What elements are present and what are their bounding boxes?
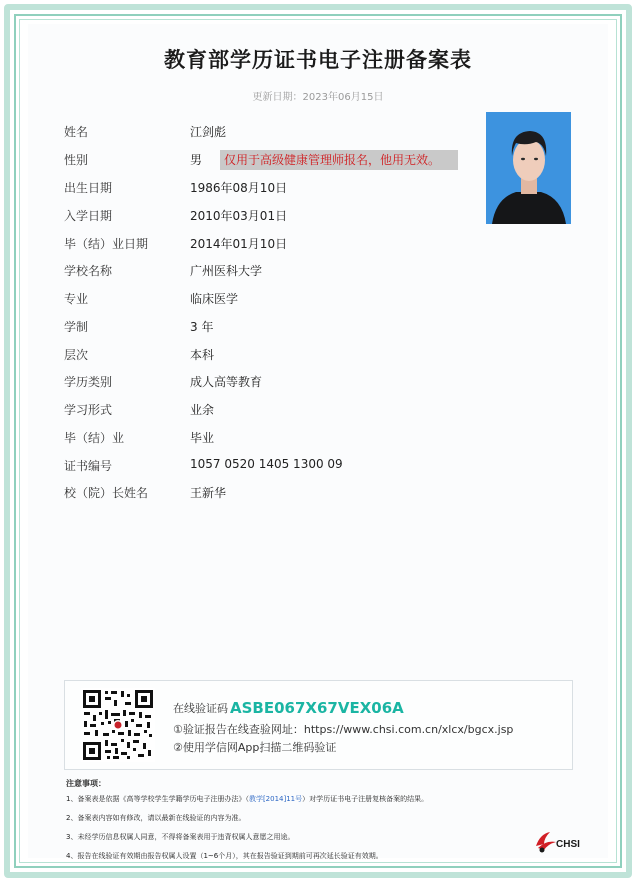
field-value: 成人高等教育: [190, 375, 263, 389]
field-label: 姓名: [64, 125, 89, 139]
field-value: 业余: [190, 403, 215, 417]
field-label: 学校名称: [64, 264, 113, 278]
field-label: 出生日期: [64, 181, 113, 195]
field-value: 2010年03月01日: [190, 209, 288, 223]
note-item: [66, 794, 546, 804]
field-label: 证书编号: [64, 459, 113, 473]
field-label: 学历类别: [64, 375, 113, 389]
field-value: 临床医学: [190, 292, 239, 306]
page-title: 教育部学历证书电子注册备案表: [164, 48, 472, 72]
note-item: 3、未经学历信息权属人同意，不得将备案表用于违背权属人意愿之用途。: [66, 833, 295, 841]
field-label: 校（院）长姓名: [64, 486, 149, 500]
field-label: 学习形式: [64, 403, 113, 417]
qr-code[interactable]: [81, 688, 155, 762]
note-text: ）对学历证书电子注册复核备案的结果。: [302, 795, 429, 803]
id-photo: [486, 112, 571, 224]
verification-panel: [64, 680, 573, 770]
field-label: 入学日期: [64, 209, 113, 223]
field-value: 2014年01月10日: [190, 237, 288, 251]
field-value: 江剑彪: [190, 125, 227, 139]
field-value: 毕业: [190, 431, 215, 445]
note-item: 2、备案表内容如有修改，请以最新在线验证的内容为准。: [66, 814, 246, 822]
field-label: 毕（结）业: [64, 431, 125, 445]
field-label: 毕（结）业日期: [64, 237, 149, 251]
field-label: 性别: [64, 153, 89, 167]
field-value: 1986年08月10日: [190, 181, 288, 195]
field-value: 男: [190, 153, 203, 167]
field-value: 广州医科大学: [190, 264, 263, 278]
update-date: 更新日期：2023年06月15日: [252, 92, 384, 103]
field-value: 3 年: [190, 320, 214, 334]
field-label: 层次: [64, 348, 89, 362]
verification-url-instruction[interactable]: ①验证报告在线查验网址：https://www.chsi.com.cn/xlcx/bgcx.jsp: [173, 723, 514, 736]
regulation-link[interactable]: 教学[2014]11号: [248, 795, 303, 803]
notes-title: 注意事项：: [66, 779, 106, 788]
verification-code-line: [173, 699, 404, 717]
verification-code[interactable]: ASBE067X67VEX06A: [230, 699, 404, 717]
note-text: 1、备案表是依据《高等学校学生学籍学历电子注册办法》（: [66, 795, 249, 803]
field-value: 本科: [190, 348, 215, 362]
usage-restriction-stamp: 仅用于高级健康管理师报名，他用无效。: [220, 150, 458, 170]
field-label: 专业: [64, 292, 89, 306]
field-value: 王新华: [190, 486, 227, 500]
app-scan-instruction: ②使用学信网App扫描二维码验证: [173, 741, 337, 754]
notes-section: [66, 778, 546, 870]
field-label: 学制: [64, 320, 89, 334]
note-item: 4、报告在线验证有效期由报告权属人设置（1~6个月），其在报告验证到期前可再次延长验证有效期。: [66, 852, 383, 860]
chsi-logo: [532, 826, 588, 854]
field-value: 1057 0520 1405 1300 09: [190, 457, 343, 471]
verification-code-label: 在线验证码: [173, 702, 228, 715]
chsi-logo-text: CHSI: [556, 839, 580, 850]
